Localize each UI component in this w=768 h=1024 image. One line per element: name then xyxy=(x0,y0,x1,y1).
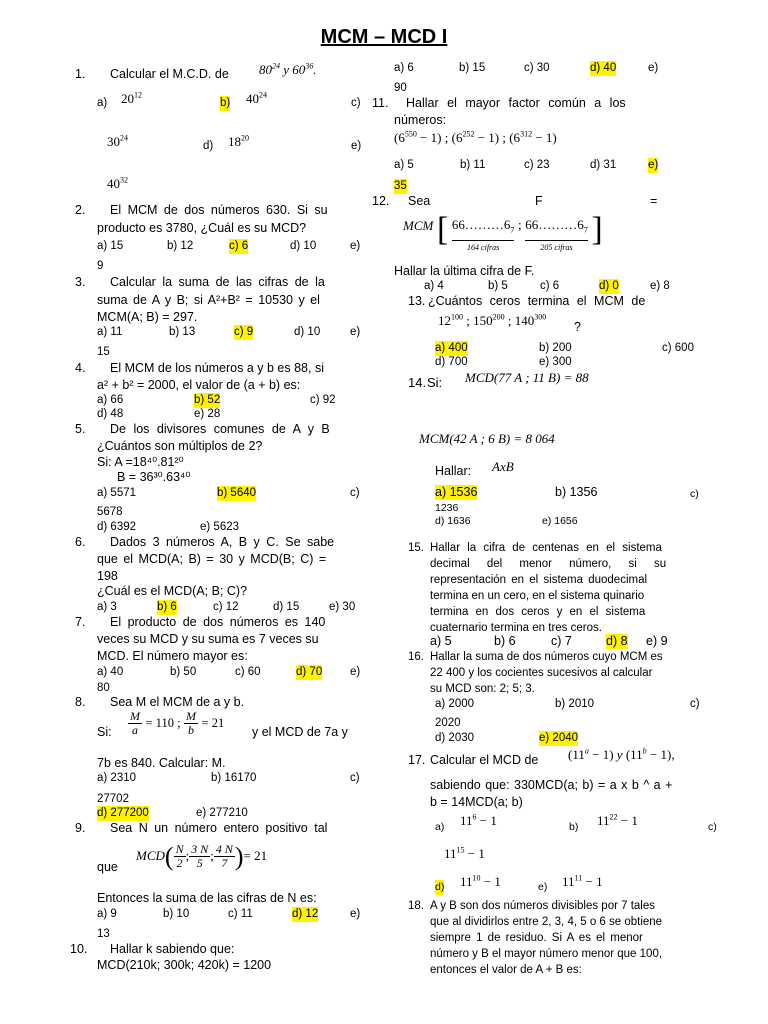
q14-number: 14. xyxy=(408,375,427,390)
q1-option-e-value: $40^{32}$ xyxy=(107,175,128,191)
q9-number: 9. xyxy=(75,821,86,835)
q14-eq2: MCM(42 A ; 6 B) = 8 064 xyxy=(419,431,555,446)
q8-option-b: b) 16170 xyxy=(211,772,257,784)
q5-option-c: c) xyxy=(350,487,360,499)
q7-line3: MCD. El número mayor es: xyxy=(97,649,248,663)
q9-f2n: 3 N xyxy=(191,842,209,856)
q1-text: Calcular el M.C.D. de xyxy=(110,67,229,81)
q15-line4: termina en un cero, en el sistema quinario xyxy=(430,590,645,602)
q11-option-e-value: 35 xyxy=(394,180,407,192)
q5-line1: De los divisores comunes de A y B xyxy=(110,422,330,436)
q15-line3: representación en el sistema duodecimal xyxy=(430,574,648,586)
q5-line2: ¿Cuántos son múltiplos de 2? xyxy=(97,439,263,453)
q6-option-a: a) 3 xyxy=(97,601,117,613)
q17-expression: $(11^a - 1)$ y $(11^b - 1)$, xyxy=(568,746,675,762)
q5-line3: Si: A =18⁴⁰.81²⁰ xyxy=(97,455,184,469)
q17-line3: b = 14MCD(a; b) xyxy=(430,795,523,809)
q17-option-a: a) xyxy=(435,821,445,833)
q2-line2: producto es 3780, ¿Cuál es su MCD? xyxy=(97,221,307,235)
q3-option-a: a) 11 xyxy=(97,326,123,338)
q14-option-a: a) 1536 xyxy=(435,485,478,499)
q4-option-b: b) 52 xyxy=(194,394,221,406)
q10-option-e: e) xyxy=(648,62,659,74)
q11-line2: números: xyxy=(394,113,447,127)
q9-eq: = 21 xyxy=(243,847,268,863)
q3-line3: MCM(A; B) = 297. xyxy=(97,310,198,324)
q7-number: 7. xyxy=(75,615,86,629)
q1-option-d-value: $18^{20}$ xyxy=(228,133,249,149)
q4-number: 4. xyxy=(75,361,86,375)
q10-number: 10. xyxy=(70,942,88,956)
q13-question-mark: ? xyxy=(574,320,581,334)
q8-mid: y el MCD de 7a y xyxy=(252,725,348,739)
q8-option-e: e) 277210 xyxy=(196,807,248,819)
q8-option-d: d) 277200 xyxy=(97,807,149,819)
q4-option-e: e) 28 xyxy=(194,408,221,420)
q12-mcm: MCM xyxy=(403,218,434,233)
q17-option-b-value: $11^{22} - 1$ xyxy=(597,812,638,828)
page-title: MCM – MCD I xyxy=(320,26,448,48)
q17-line1: Calcular el MCD de xyxy=(430,753,539,767)
q16-option-c-value: 2020 xyxy=(435,717,461,729)
q4-line1: El MCM de los números a y b es 88, si xyxy=(110,361,324,375)
q9-que: que xyxy=(97,860,118,874)
q1-option-a-value: $20^{12}$ xyxy=(121,90,142,106)
q8-number: 8. xyxy=(75,695,86,709)
q4-option-a: a) 66 xyxy=(97,394,124,406)
q17-option-e: e) xyxy=(538,881,548,893)
q1-option-c-value: $30^{24}$ xyxy=(107,133,128,149)
q6-line4: ¿Cuál es el MCD(A; B; C)? xyxy=(97,584,248,598)
q18-line1: A y B son dos números divisibles por 7 tales xyxy=(430,900,656,912)
q15-option-c: c) 7 xyxy=(551,634,572,648)
q6-option-c: c) 12 xyxy=(213,601,239,613)
q7-line2: veces su MCD y su suma es 7 veces su xyxy=(97,632,319,646)
q13-option-e: e) 300 xyxy=(539,356,572,368)
q15-option-d: d) 8 xyxy=(606,634,628,648)
q11-option-a: a) 5 xyxy=(394,159,414,171)
q18-line3: siempre 1 de residuo. Si A es el menor xyxy=(430,932,643,944)
q2-option-e-value: 9 xyxy=(97,260,104,272)
q3-line1: Calcular la suma de las cifras de la xyxy=(110,275,325,289)
q6-line2: que el MCD(A; B) = 30 y MCD(B; C) = xyxy=(97,552,327,566)
q11-option-d: d) 31 xyxy=(590,159,617,171)
q18-line4: número y B el mayor número menor que 100, xyxy=(430,948,663,960)
q4-option-d: d) 48 xyxy=(97,408,124,420)
q10-line1: Hallar k sabiendo que: xyxy=(110,942,235,956)
q9-option-a: a) 9 xyxy=(97,908,117,920)
q12-underbrace2: 205 cifras xyxy=(525,240,588,255)
q17-option-d: d) xyxy=(435,881,445,893)
q11-option-e: e) xyxy=(648,159,659,171)
q14-option-b: b) 1356 xyxy=(555,485,598,499)
q9-f1n: N xyxy=(175,842,184,856)
q17-line2: sabiendo que: 330MCD(a; b) = a x b ^ a + xyxy=(430,778,673,792)
q16-line1: Hallar la suma de dos números cuyo MCM es xyxy=(430,651,663,663)
q15-line1: Hallar la cifra de centenas en el sistema xyxy=(430,542,662,554)
q8-option-c: c) xyxy=(350,772,360,784)
q2-option-a: a) 15 xyxy=(97,240,124,252)
q12-F: F xyxy=(535,194,543,208)
q7-option-d: d) 70 xyxy=(296,666,323,678)
q12-sub2: 7 xyxy=(583,225,588,235)
q14-eq1: MCD(77 A ; 11 B) = 88 xyxy=(465,370,589,385)
q8-frac1-den: a xyxy=(132,723,138,737)
q8-si: Si: xyxy=(97,725,112,739)
q8-eq1: = 110 ; xyxy=(145,715,181,730)
q9-option-e: e) xyxy=(350,908,361,920)
q16-option-b: b) 2010 xyxy=(555,698,595,710)
q14-axb: AxB xyxy=(492,459,514,474)
q5-line4: B = 36³⁰.63⁴⁰ xyxy=(117,470,191,484)
q4-line2: a² + b² = 2000, el valor de (a + b) es: xyxy=(97,378,301,392)
q9-option-e-value: 13 xyxy=(97,928,110,940)
q1-option-a: a) xyxy=(97,97,108,109)
q12-expression: MCM [ $66\dots\dots\dots 6_7$ 164 cifras ; $66\dots\dots\dots 6_7$ 205 cifras ] xyxy=(403,213,603,255)
q12-number2: 66………6 xyxy=(525,217,584,232)
q9-f3n: 4 N xyxy=(215,842,233,856)
q12-number1: 66………6 xyxy=(451,217,511,232)
q15-line2: decimal del menor número, si su xyxy=(430,558,667,570)
q16-option-c: c) xyxy=(690,698,700,710)
q3-option-d: d) 10 xyxy=(294,326,321,338)
q2-line1: El MCM de dos números 630. Si su xyxy=(110,203,328,217)
q6-option-d: d) 15 xyxy=(273,601,300,613)
q14-option-d: d) 1636 xyxy=(435,515,471,527)
q13-expression: $12^{100}$ ; $150^{200}$ ; $140^{300}$ xyxy=(438,312,547,328)
q15-line5: termina en dos ceros y en el sistema xyxy=(430,606,646,618)
q1-option-e: e) xyxy=(351,140,362,152)
q2-option-b: b) 12 xyxy=(167,240,194,252)
q7-option-e: e) xyxy=(350,666,361,678)
q8-frac1-num: M xyxy=(130,709,140,723)
q14-option-e: e) 1656 xyxy=(542,515,578,527)
q3-number: 3. xyxy=(75,275,86,289)
q5-option-d: d) 6392 xyxy=(97,521,137,533)
q15-option-a: a) 5 xyxy=(430,634,452,648)
q10-option-d: d) 40 xyxy=(590,62,617,74)
q8-eq2: = 21 xyxy=(201,715,225,730)
q8-option-c-value: 27702 xyxy=(97,793,129,805)
q1-option-d: d) xyxy=(203,140,214,152)
q17-option-a-value: $11^6 - 1$ xyxy=(460,812,497,828)
q17-number: 17. xyxy=(408,753,426,767)
q9-option-d: d) 12 xyxy=(292,908,319,920)
q14-option-c: c) xyxy=(690,488,699,500)
q16-line2: 22 400 y los cocientes sucesivos al calcular xyxy=(430,667,653,679)
q5-option-a: a) 5571 xyxy=(97,487,137,499)
q12-equals: = xyxy=(650,194,658,208)
q17-option-e-value: $11^{11} - 1$ xyxy=(562,873,603,889)
q9-equation: MCD( $\frac{N}{2}$ ; $\frac{3 N}{5}$ ; $\frac{4 N}{7}$ )= 21 xyxy=(136,842,268,871)
q14-option-c-value: 1236 xyxy=(435,502,459,514)
q13-line1: ¿Cuántos ceros termina el MCM de xyxy=(428,294,646,308)
q9-line3: Entonces la suma de las cifras de N es: xyxy=(97,891,317,905)
q18-line5: entonces el valor de A + B es: xyxy=(430,964,582,976)
q11-number: 11. xyxy=(372,96,389,110)
q16-option-d: d) 2030 xyxy=(435,732,475,744)
q2-option-e: e) xyxy=(350,240,361,252)
q3-line2: suma de A y B; si A²+B² = 10530 y el xyxy=(97,293,320,307)
q13-option-b: b) 200 xyxy=(539,342,572,354)
q7-option-a: a) 40 xyxy=(97,666,124,678)
q8-line3: 7b es 840. Calcular: M. xyxy=(97,756,226,770)
q15-option-e: e) 9 xyxy=(646,634,668,648)
q13-number: 13. xyxy=(408,294,426,308)
q5-option-b: b) 5640 xyxy=(217,487,257,499)
q9-line1: Sea N un número entero positivo tal xyxy=(110,821,328,835)
q1-option-c: c) xyxy=(351,97,361,109)
q12-option-d: d) 0 xyxy=(599,280,619,292)
q12-option-b: b) 5 xyxy=(488,280,508,292)
q1-number: 1. xyxy=(75,67,86,81)
q6-line1: Dados 3 números A, B y C. Se sabe xyxy=(110,535,335,549)
q2-option-d: d) 10 xyxy=(290,240,317,252)
q17-option-d-value: $11^{10} - 1$ xyxy=(460,873,501,889)
q9-f2d: 5 xyxy=(196,856,203,870)
q2-option-c: c) 6 xyxy=(229,240,249,252)
q9-f1d: 2 xyxy=(176,856,183,870)
q12-number: 12. xyxy=(372,194,390,208)
q8-equation xyxy=(128,710,224,737)
q5-option-c-value: 5678 xyxy=(97,506,123,518)
q15-option-b: b) 6 xyxy=(494,634,516,648)
q14-hallar: Hallar: xyxy=(435,464,472,478)
q3-option-e: e) xyxy=(350,326,361,338)
q16-option-e: e) 2040 xyxy=(539,732,579,744)
q5-option-e: e) 5623 xyxy=(200,521,240,533)
q9-f3d: 7 xyxy=(221,856,228,870)
q11-line1: Hallar el mayor factor común a los xyxy=(406,96,626,110)
q12-option-a: a) 4 xyxy=(424,280,444,292)
q6-line3: 198 xyxy=(97,569,118,583)
q17-option-b: b) xyxy=(569,821,579,833)
q2-number: 2. xyxy=(75,203,86,217)
q8-frac2-num: M xyxy=(186,709,197,723)
q12-sub1: 7 xyxy=(510,225,515,235)
q7-option-b: b) 50 xyxy=(170,666,197,678)
q15-line6: cuaternario termina en tres ceros. xyxy=(430,622,602,634)
q7-option-c: c) 60 xyxy=(235,666,261,678)
q3-option-c: c) 9 xyxy=(234,326,254,338)
q11-option-c: c) 23 xyxy=(524,159,550,171)
q8-option-a: a) 2310 xyxy=(97,772,137,784)
q7-line1: El producto de dos números es 140 xyxy=(110,615,326,629)
q16-number: 16. xyxy=(408,651,424,663)
q12-sea: Sea xyxy=(408,194,431,208)
q9-option-b: b) 10 xyxy=(163,908,190,920)
q17-option-c: c) xyxy=(708,821,717,833)
q17-option-c-value: $11^{15} - 1$ xyxy=(444,845,485,861)
q6-option-e: e) 30 xyxy=(329,601,356,613)
q9-mcd: MCD xyxy=(136,847,165,863)
q1-option-b: b) xyxy=(220,97,231,109)
q6-option-b: b) 6 xyxy=(157,601,177,613)
q3-option-e-value: 15 xyxy=(97,346,110,358)
q11-expression: $(6^{550} - 1)$ ; $(6^{252} - 1)$ ; $(6^{312} - 1)$ xyxy=(394,129,557,145)
q8-frac2-den: b xyxy=(188,723,195,737)
q10-option-e-value: 90 xyxy=(394,82,407,94)
q6-number: 6. xyxy=(75,535,86,549)
q18-number: 18. xyxy=(408,900,424,912)
q3-option-b: b) 13 xyxy=(169,326,196,338)
q1-option-b-value: $40^{24}$ xyxy=(246,90,267,106)
q7-option-e-value: 80 xyxy=(97,682,110,694)
q10-option-a: a) 6 xyxy=(394,62,414,74)
q5-number: 5. xyxy=(75,422,86,436)
q1-expression: $80^{24}$ y $60^{36}$. xyxy=(259,61,317,77)
q15-number: 15. xyxy=(408,542,424,554)
q13-option-a: a) 400 xyxy=(435,342,468,354)
q4-option-c: c) 92 xyxy=(310,394,336,406)
q12-underbrace1: 164 cifras xyxy=(452,240,515,255)
q10-line2: MCD(210k; 300k; 420k) = 1200 xyxy=(97,958,272,972)
q16-option-a: a) 2000 xyxy=(435,698,475,710)
q12-line2: Hallar la última cifra de F. xyxy=(394,264,535,278)
q13-option-d: d) 700 xyxy=(435,356,468,368)
q12-option-e: e) 8 xyxy=(650,280,670,292)
q10-option-b: b) 15 xyxy=(459,62,486,74)
q18-line2: que al dividirlos entre 2, 3, 4, 5 o 6 se obtiene xyxy=(430,916,663,928)
q8-line1: Sea M el MCM de a y b. xyxy=(110,695,245,709)
q16-line3: su MCD son: 2; 5; 3. xyxy=(430,683,535,695)
q11-option-b: b) 11 xyxy=(460,159,486,171)
q13-option-c: c) 600 xyxy=(662,342,694,354)
q12-option-c: c) 6 xyxy=(540,280,560,292)
q9-option-c: c) 11 xyxy=(228,908,253,920)
q10-option-c: c) 30 xyxy=(524,62,550,74)
q14-si: Si: xyxy=(427,375,443,390)
